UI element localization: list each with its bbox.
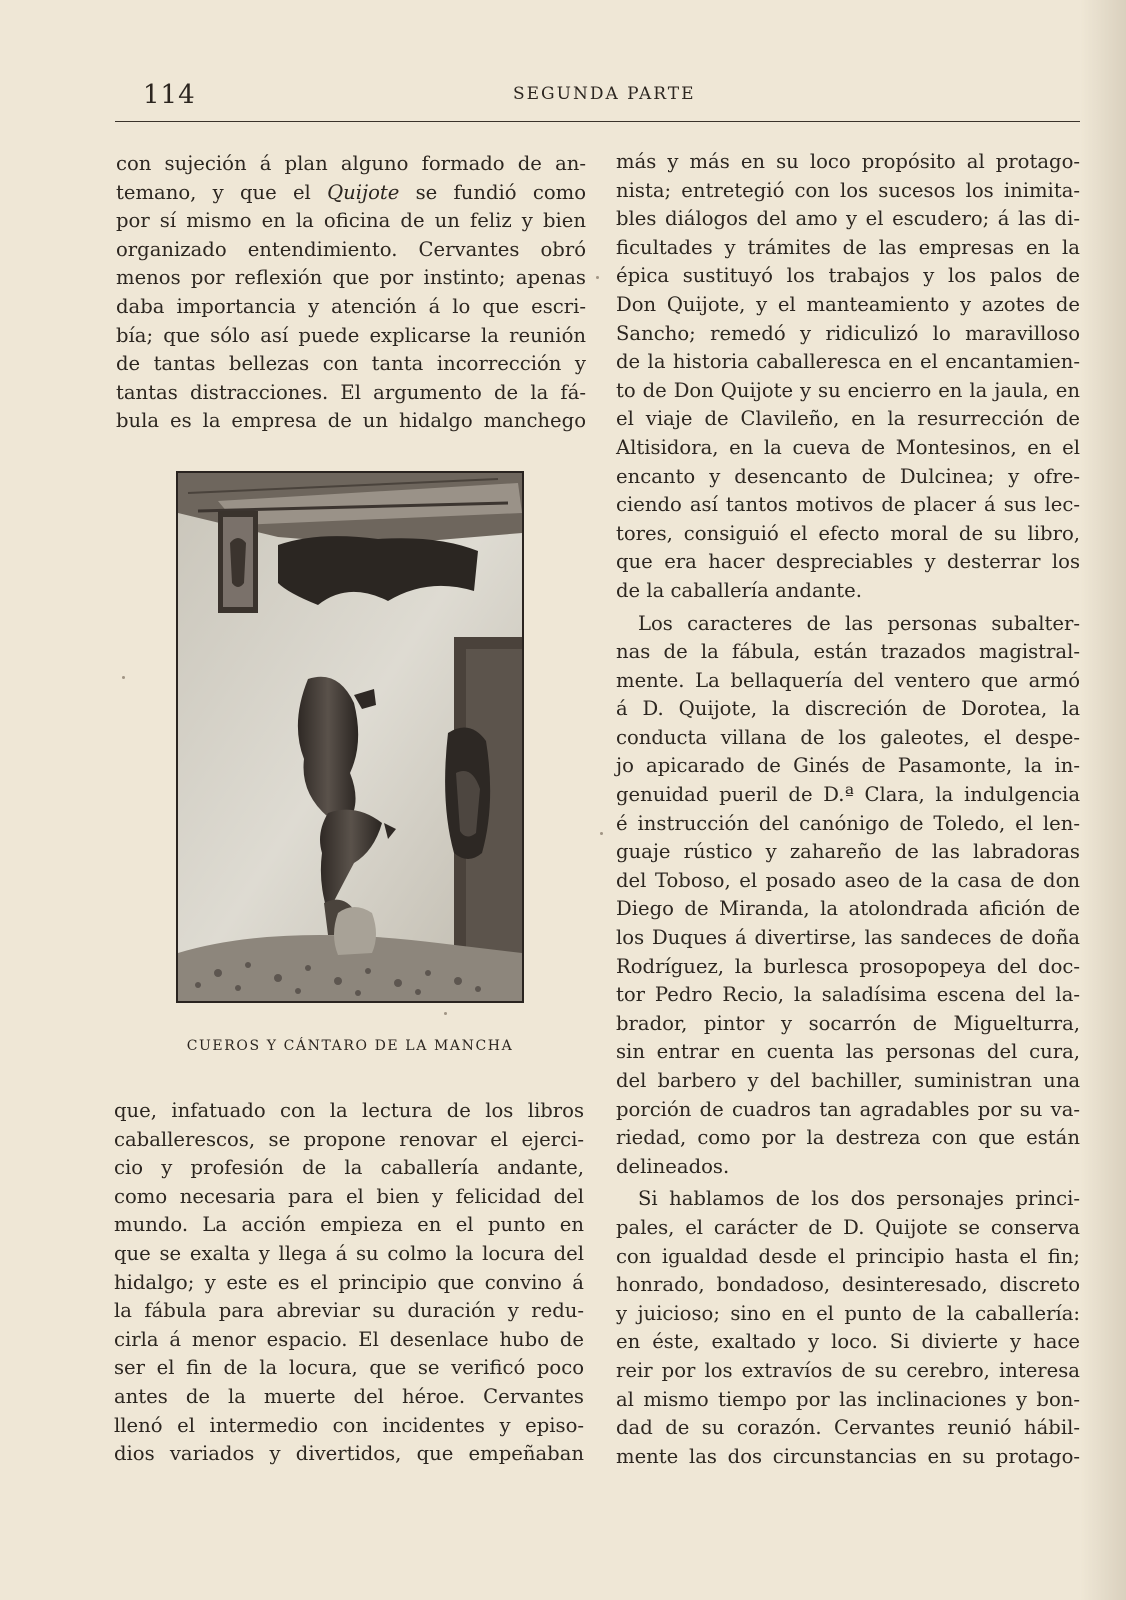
scan-speck xyxy=(122,676,125,679)
text-line: tantas distracciones. El argumento de la fá- xyxy=(116,380,586,404)
text-line: tores, consiguió el efecto moral de su libro, xyxy=(616,521,1080,545)
text-line: tor Pedro Recio, la saladísima escena del la- xyxy=(616,983,1080,1007)
figure-photograph xyxy=(176,471,524,1003)
text-line: Diego de Miranda, la atolondrada afición de xyxy=(616,897,1080,921)
text-line: Altisidora, en la cueva de Montesinos, en el xyxy=(616,435,1080,459)
right-column xyxy=(616,148,1080,1471)
text-line: hidalgo; y este es el principio que convino á xyxy=(114,1270,584,1294)
text-line: porción de cuadros tan agradables por su va- xyxy=(616,1097,1080,1121)
page-edge-shadow xyxy=(1080,0,1126,1600)
scan-speck xyxy=(596,276,599,279)
text-line: la fábula para abreviar su duración y redu- xyxy=(114,1299,584,1323)
text-line: de la historia caballeresca en el encantamien- xyxy=(616,350,1080,374)
text-line: de tantas bellezas con tanta incorrección y xyxy=(116,352,586,376)
text-line: cirla á menor espacio. El desenlace hubo de xyxy=(114,1327,584,1351)
text-line: que, infatuado con la lectura de los libros xyxy=(114,1099,584,1122)
text-line: honrado, bondadoso, desinteresado, discreto xyxy=(616,1273,1080,1297)
text-line: ser el fin de la locura, que se verificó poco xyxy=(114,1356,584,1380)
text-line: bía; que sólo así puede explicarse la reunión xyxy=(116,323,586,347)
wineskins-jar-photo xyxy=(178,473,522,1001)
text-line: llenó el intermedio con incidentes y episo- xyxy=(114,1413,584,1437)
text-line: dios variados y divertidos, que empeñaban xyxy=(114,1442,584,1466)
scan-speck xyxy=(600,832,603,835)
book-title: Quijote xyxy=(327,180,400,204)
text-line: antes de la muerte del héroe. Cervantes xyxy=(114,1384,584,1408)
text-line: con igualdad desde el principio hasta el fin; xyxy=(616,1244,1080,1268)
paragraph xyxy=(616,148,1080,606)
text-line: por sí mismo en la oficina de un feliz y bien xyxy=(116,209,586,233)
text-line: caballerescos, se propone renovar el ejerci- xyxy=(114,1127,584,1151)
text-line: Rodríguez, la burlesca prosopopeya del doc- xyxy=(616,954,1080,978)
text-line: é instrucción del canónigo de Toledo, el len- xyxy=(616,811,1080,835)
paragraph xyxy=(616,1185,1080,1471)
text-line: dad de su corazón. Cervantes reunió hábil- xyxy=(616,1416,1080,1440)
text-line: que era hacer despreciables y desterrar los xyxy=(616,550,1080,574)
text-line: encanto y desencanto de Dulcinea; y ofre- xyxy=(616,464,1080,488)
text-line: el viaje de Clavileño, en la resurrección de xyxy=(616,407,1080,431)
text-line: brador, pintor y socarrón de Miguelturra, xyxy=(616,1011,1080,1035)
text-line: Si hablamos de los dos personajes princi- xyxy=(638,1187,1080,1211)
text-line: bles diálogos del amo y el escudero; á las di- xyxy=(616,207,1080,231)
text-line: del barbero y del bachiller, suministran una xyxy=(616,1069,1080,1092)
text-line: guaje rústico y zahareño de las labradoras xyxy=(616,840,1080,864)
text-line: con sujeción á plan alguno formado de an- xyxy=(116,152,586,175)
text-line: ficultades y trámites de las empresas en la xyxy=(616,235,1080,259)
paragraph xyxy=(616,610,1080,1182)
text-line: to de Don Quijote y su encierro en la jaula, en xyxy=(616,378,1080,402)
text-line: al mismo tiempo por las inclinaciones y bon- xyxy=(616,1387,1080,1411)
text-line: nas de la fábula, están trazados magistral- xyxy=(616,640,1080,664)
text-line: mente. La bellaquería del ventero que armó xyxy=(616,668,1080,692)
text-line: ciendo así tantos motivos de placer á sus lec- xyxy=(616,493,1080,517)
page-number: 114 xyxy=(143,80,196,110)
scan-speck xyxy=(444,1012,447,1015)
text-line: sin entrar en cuenta las personas del cura, xyxy=(616,1040,1080,1064)
text-line: delineados. xyxy=(616,1154,730,1178)
text-line: más y más en su loco propósito al protago- xyxy=(616,150,1080,173)
text-line: riedad, como por la destreza con que están xyxy=(616,1126,1080,1150)
text-line: Don Quijote, y el manteamiento y azotes de xyxy=(616,292,1080,316)
text-line: daba importancia y atención á lo que escri- xyxy=(116,294,586,318)
text-line: Sancho; remedó y ridiculizó lo maravilloso xyxy=(616,321,1080,345)
text-line: de la caballería andante. xyxy=(616,578,862,602)
text-line: temano, y que el Quijote se fundió como xyxy=(116,180,586,204)
left-column-bottom xyxy=(114,1097,584,1469)
text-line: reir por los extravíos de su cerebro, interesa xyxy=(616,1358,1080,1382)
header-rule xyxy=(115,121,1080,122)
text-line: genuidad pueril de D.ª Clara, la indulgencia xyxy=(616,783,1080,807)
text-line: y juicioso; sino en el punto de la caballería: xyxy=(616,1301,1080,1325)
text-line: á D. Quijote, la discreción de Dorotea, la xyxy=(616,697,1080,721)
text-line: nista; entretegió con los sucesos los inimita- xyxy=(616,178,1080,202)
figure-caption: CUEROS Y CÁNTARO DE LA MANCHA xyxy=(186,1038,514,1054)
running-head: SEGUNDA PARTE xyxy=(513,84,696,104)
text-line: que se exalta y llega á su colmo la locura del xyxy=(114,1241,584,1265)
text-line: mente las dos circunstancias en su protago- xyxy=(616,1444,1080,1468)
text-line: menos por reflexión que por instinto; apenas xyxy=(116,266,586,290)
text-line: mundo. La acción empieza en el punto en xyxy=(114,1213,584,1237)
text-line: bula es la empresa de un hidalgo manchego xyxy=(116,409,586,433)
text-line: en éste, exaltado y loco. Si divierte y hace xyxy=(616,1330,1080,1354)
text-line: Los caracteres de las personas subalter- xyxy=(638,611,1080,635)
text-line: cio y profesión de la caballería andante, xyxy=(114,1156,584,1180)
text-line: organizado entendimiento. Cervantes obró xyxy=(116,237,586,261)
text-line: los Duques á divertirse, las sandeces de doña xyxy=(616,926,1080,950)
text-line: del Toboso, el posado aseo de la casa de don xyxy=(616,868,1080,892)
text-line: como necesaria para el bien y felicidad del xyxy=(114,1184,584,1208)
text-line: jo apicarado de Ginés de Pasamonte, la in- xyxy=(616,754,1080,778)
text-line: épica sustituyó los trabajos y los palos de xyxy=(616,264,1080,288)
text-line: pales, el carácter de D. Quijote se conserva xyxy=(616,1215,1080,1239)
left-column-top xyxy=(116,150,586,436)
text-line: conducta villana de los galeotes, el despe- xyxy=(616,725,1080,749)
